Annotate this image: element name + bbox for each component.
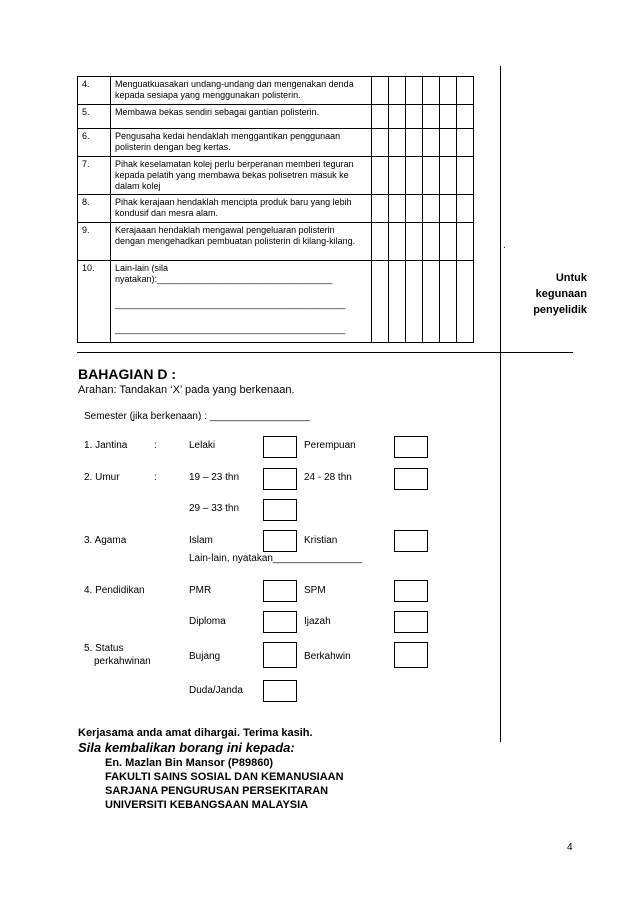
- answer-cell[interactable]: [372, 223, 389, 261]
- answer-cell[interactable]: [389, 129, 406, 157]
- contact-name: En. Mazlan Bin Mansor (P89860): [105, 757, 274, 769]
- horizontal-divider: [77, 352, 573, 353]
- table-row: [78, 77, 474, 105]
- agama-label: 3. Agama: [84, 535, 127, 546]
- answer-cell[interactable]: [389, 261, 406, 343]
- answer-cell[interactable]: [457, 195, 474, 223]
- option-berkahwin: Berkahwin: [304, 651, 351, 662]
- checkbox-kristian[interactable]: [394, 530, 428, 552]
- blank-line: ______________________________________________: [115, 324, 346, 334]
- question-text: Pihak kerajaan hendaklah mencipta produk baru yang lebih kondusif dan mesra alam.: [111, 195, 372, 223]
- answer-cell[interactable]: [423, 77, 440, 105]
- question-number: 6.: [78, 129, 111, 157]
- checkbox-bujang[interactable]: [263, 642, 297, 668]
- answer-cell[interactable]: [457, 129, 474, 157]
- answer-cell[interactable]: [440, 261, 457, 343]
- answer-cell[interactable]: [457, 261, 474, 343]
- answer-cell[interactable]: [406, 195, 423, 223]
- option-diploma: Diploma: [189, 616, 226, 627]
- table-row: [78, 261, 474, 343]
- option-29-33: 29 – 33 thn: [189, 503, 240, 514]
- vertical-divider: [500, 66, 501, 742]
- answer-cell[interactable]: [406, 223, 423, 261]
- researcher-use-label: Untuk kegunaan penyelidik: [533, 272, 587, 316]
- answer-cell[interactable]: [389, 77, 406, 105]
- status-label: 5. Status: [84, 643, 124, 654]
- section-instruction: Arahan: Tandakan ‘X’ pada yang berkenaan.: [78, 384, 295, 396]
- contact-faculty: FAKULTI SAINS SOSIAL DAN KEMANUSIAAN: [105, 771, 344, 783]
- checkbox-islam[interactable]: [263, 530, 297, 552]
- question-text: Pengusaha kedai hendaklah menggantikan penggunaan polisterin dengan beg kertas.: [111, 129, 372, 157]
- contact-program: SARJANA PENGURUSAN PERSEKITARAN: [105, 785, 329, 797]
- answer-cell[interactable]: [440, 195, 457, 223]
- checkbox-ijazah[interactable]: [394, 611, 428, 633]
- option-lelaki: Lelaki: [189, 440, 216, 451]
- option-perempuan: Perempuan: [304, 440, 356, 451]
- answer-cell[interactable]: [440, 157, 457, 195]
- answer-cell[interactable]: [406, 261, 423, 343]
- jantina-label: 1. Jantina: [84, 440, 128, 451]
- answer-cell[interactable]: [406, 77, 423, 105]
- answer-cell[interactable]: [389, 223, 406, 261]
- answer-cell[interactable]: [372, 129, 389, 157]
- answer-cell[interactable]: [457, 77, 474, 105]
- checkbox-19-23[interactable]: [263, 468, 297, 490]
- question-number: 9.: [78, 223, 111, 261]
- table-row: [78, 105, 474, 129]
- option-duda-janda: Duda/Janda: [189, 685, 243, 696]
- answer-cell[interactable]: [423, 195, 440, 223]
- option-kristian: Kristian: [304, 535, 338, 546]
- checkbox-24-28[interactable]: [394, 468, 428, 490]
- option-pmr: PMR: [189, 585, 212, 596]
- option-spm: SPM: [304, 585, 326, 596]
- answer-cell[interactable]: [372, 77, 389, 105]
- checkbox-berkahwin[interactable]: [394, 642, 428, 668]
- answer-cell[interactable]: [423, 261, 440, 343]
- answer-cell[interactable]: [457, 105, 474, 129]
- section-title: BAHAGIAN D :: [78, 366, 176, 382]
- return-instruction: Sila kembalikan borang ini kepada:: [78, 740, 295, 755]
- option-ijazah: Ijazah: [304, 616, 331, 627]
- option-19-23: 19 – 23 thn: [189, 472, 240, 483]
- jantina-colon: :: [154, 440, 157, 451]
- answer-cell[interactable]: [423, 129, 440, 157]
- answer-cell[interactable]: [372, 261, 389, 343]
- checkbox-duda-janda[interactable]: [263, 680, 297, 702]
- answer-cell[interactable]: [440, 77, 457, 105]
- page-number: 4: [567, 842, 573, 853]
- table-row: [78, 195, 474, 223]
- checkbox-perempuan[interactable]: [394, 436, 428, 458]
- question-text: Kerajaaan hendaklah mengawal pengeluaran polisterin dengan mengehadkan pembuatan polisterin di kilang-kilang.: [111, 223, 372, 261]
- answer-cell[interactable]: [423, 157, 440, 195]
- question-text: Membawa bekas sendiri sebagai gantian polisterin.: [111, 105, 372, 129]
- table-row: [78, 157, 474, 195]
- contact-university: UNIVERSITI KEBANGSAAN MALAYSIA: [105, 799, 309, 811]
- option-islam: Islam: [189, 535, 213, 546]
- answer-cell[interactable]: [406, 105, 423, 129]
- answer-cell[interactable]: [372, 105, 389, 129]
- answer-cell[interactable]: [372, 157, 389, 195]
- answer-cell[interactable]: [389, 105, 406, 129]
- checkbox-29-33[interactable]: [263, 499, 297, 521]
- agama-other-field[interactable]: Lain-lain, nyatakan________________: [189, 553, 362, 564]
- status-label-cont: perkahwinan: [94, 656, 151, 667]
- answer-cell[interactable]: [440, 223, 457, 261]
- answer-cell[interactable]: [457, 223, 474, 261]
- option-bujang: Bujang: [189, 651, 221, 662]
- answer-cell[interactable]: [389, 195, 406, 223]
- questionnaire-table: [77, 76, 474, 343]
- umur-colon: :: [154, 472, 157, 483]
- answer-cell[interactable]: [423, 105, 440, 129]
- answer-cell[interactable]: [372, 195, 389, 223]
- question-number: 5.: [78, 105, 111, 129]
- umur-label: 2. Umur: [84, 472, 120, 483]
- question-number: 7.: [78, 157, 111, 195]
- question-number: 4.: [78, 77, 111, 105]
- answer-cell[interactable]: [389, 157, 406, 195]
- pendidikan-label: 4. Pendidikan: [84, 585, 145, 596]
- answer-cell[interactable]: [406, 157, 423, 195]
- checkbox-spm[interactable]: [394, 580, 428, 602]
- answer-cell[interactable]: [457, 157, 474, 195]
- question-number: 8.: [78, 195, 111, 223]
- checkbox-pmr[interactable]: [263, 580, 297, 602]
- thanks-note: Kerjasama anda amat dihargai. Terima kasih.: [78, 727, 313, 739]
- answer-cell[interactable]: [406, 129, 423, 157]
- question-text: Pihak keselamatan kolej perlu berperanan memberi teguran kepada pelatih yang membawa bekas polisetren masuk ke dalam kolej: [111, 157, 372, 195]
- checkbox-lelaki[interactable]: [263, 436, 297, 458]
- question-text: Menguatkuasakan undang-undang dan mengenakan denda kepada sesiapa yang menggunakan polisterin.: [111, 77, 372, 105]
- answer-cell[interactable]: [423, 223, 440, 261]
- question-text: Lain-lain (sila nyatakan):___________________________________: [115, 263, 333, 284]
- question-text-other[interactable]: [111, 261, 372, 343]
- side-dot: .: [503, 240, 506, 251]
- checkbox-diploma[interactable]: [263, 611, 297, 633]
- answer-cell[interactable]: [440, 129, 457, 157]
- option-24-28: 24 - 28 thn: [304, 472, 352, 483]
- table-row: [78, 223, 474, 261]
- question-number: 10.: [78, 261, 111, 343]
- answer-cell[interactable]: [440, 105, 457, 129]
- blank-line: ______________________________________________: [115, 299, 346, 309]
- table-row: [78, 129, 474, 157]
- semester-field[interactable]: Semester (jika berkenaan) : __________________: [84, 411, 310, 422]
